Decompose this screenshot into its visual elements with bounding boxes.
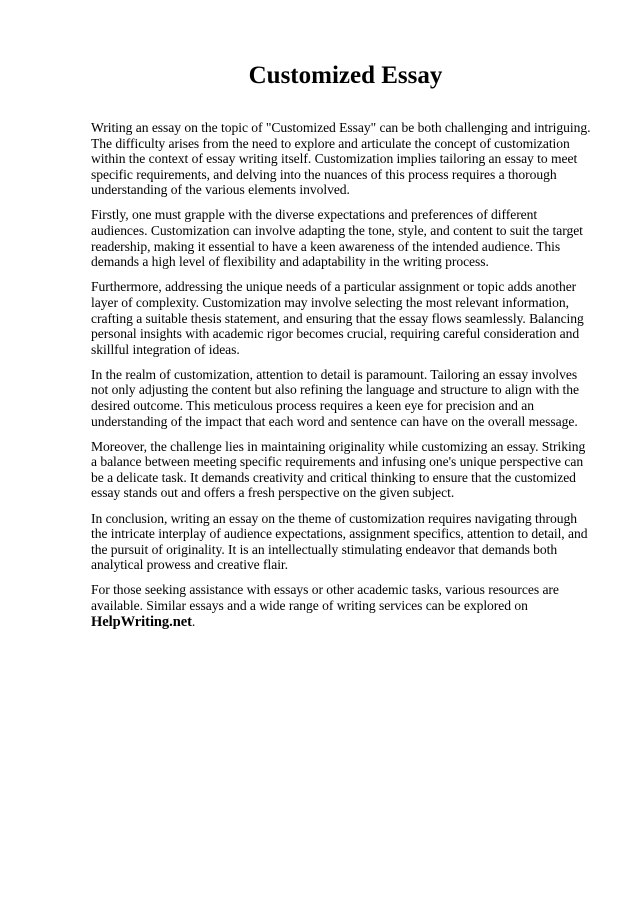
paragraph-3: Furthermore, addressing the unique needs of a particular assignment or topic adds another layer of complexity. Customization may involve selecting the most relevant information, crafting a suitable thesis statement, and ensuring that the essay flows seamlessly. Balancing personal insights with academic rigor becomes crucial, requiring careful consideration and skillful integration of ideas. (91, 279, 584, 357)
helpwriting-link[interactable]: HelpWriting.net (91, 613, 192, 630)
paragraph-5: Moreover, the challenge lies in maintaining originality while customizing an essay. Striking a balance between meeting specific requirements and infusing one's unique perspective can be a delicate task. It demands creativity and critical thinking to ensure that the customized essay stands out and offers a fresh perspective on the given subject. (91, 438, 586, 501)
page-title: Customized Essay (248, 62, 443, 89)
paragraph-2: Firstly, one must grapple with the diverse expectations and preferences of different audiences. Customization can involve adapting the tone, style, and content to suit the target readership, making it essential to have a keen awareness of the intended audience. This demands a high level of flexibility and adaptability in the writing process. (91, 207, 583, 270)
paragraph-6: In conclusion, writing an essay on the theme of customization requires navigating through the intricate interplay of audience expectations, assignment specifics, attention to detail, and the pursuit of originality. It is an intellectually stimulating endeavor that demands both analytical prowess and creative flair. (91, 510, 588, 573)
closing-paragraph (91, 582, 594, 630)
paragraph-4: In the realm of customization, attention to detail is paramount. Tailoring an essay involves not only adjusting the content but also refining the language and structure to align with the desired outcome. This meticulous process requires a keen eye for precision and an understanding of the impact that each word and sentence can have on the overall message. (91, 366, 580, 429)
paragraph-1: Writing an essay on the topic of "Customized Essay" can be both challenging and intriguing. The difficulty arises from the need to explore and articulate the concept of customization within the context of essay writing itself. Customization implies tailoring an essay to meet specific requirements, and delving into the nuances of this process requires a thorough understanding of the various elements involved. (91, 120, 591, 198)
closing-period: . (191, 613, 196, 629)
closing-text: For those seeking assistance with essays or other academic tasks, various resources are available. Similar essays and a wide range of writing services can be explored on (91, 582, 559, 614)
